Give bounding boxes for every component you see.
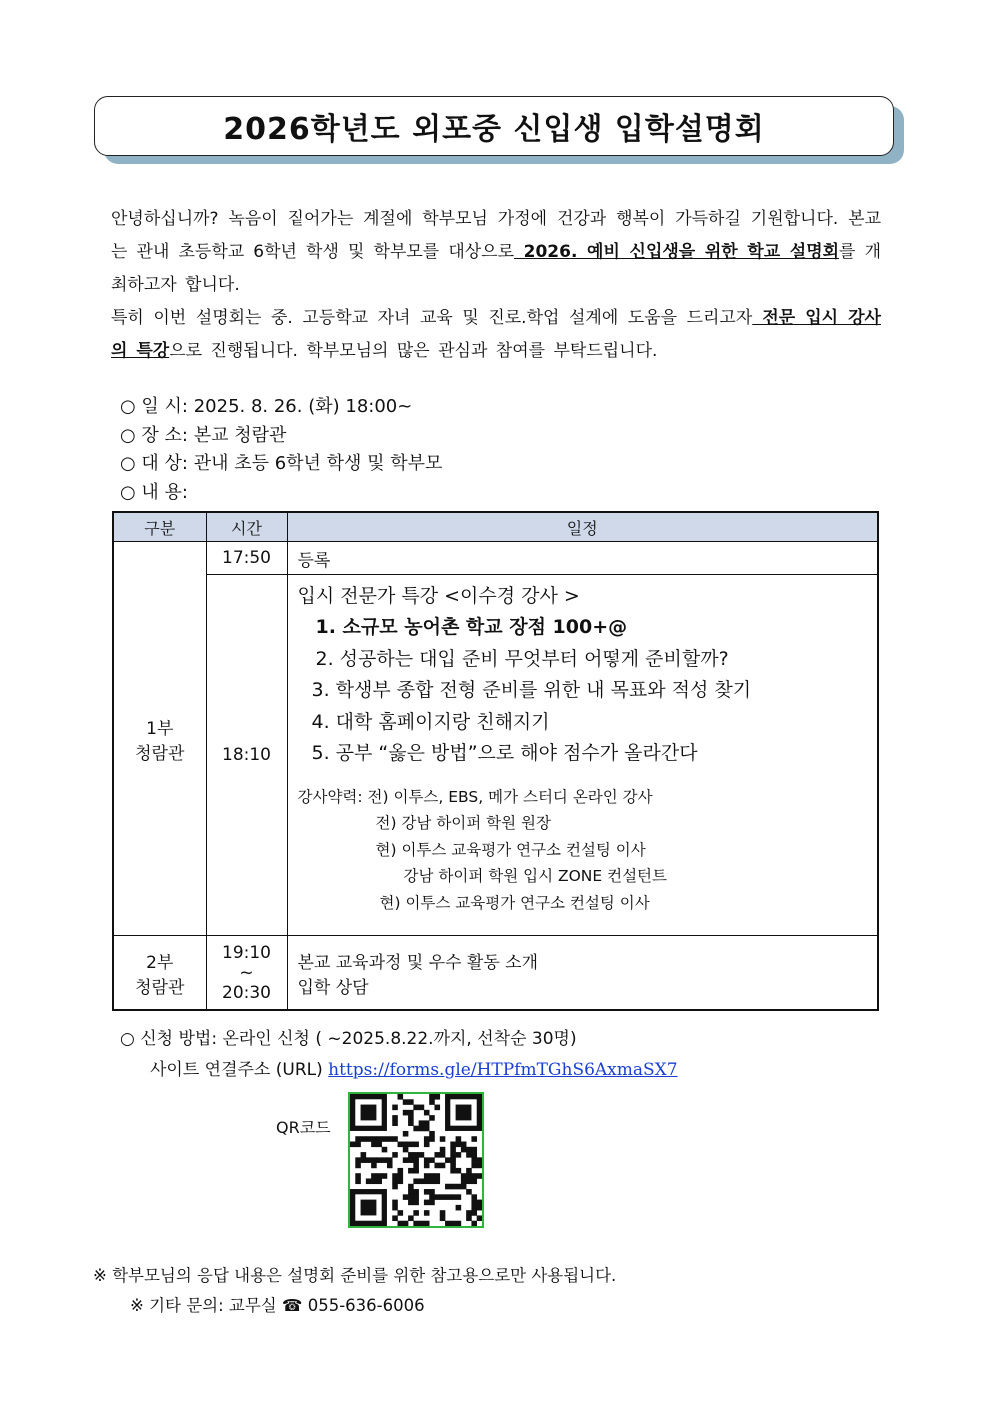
part2-time-sep: ~ [239, 962, 254, 983]
part2-time-end: 20:30 [222, 982, 271, 1003]
lecture-item: 5. 공부 “옳은 방법”으로 해야 점수가 올라간다 [311, 742, 698, 764]
intro-paragraph-2 [111, 302, 881, 368]
lecture-item: 4. 대학 홈페이지랑 친해지기 [311, 710, 550, 733]
lecture-item: 1. 소규모 농어촌 학교 장점 100+@ [315, 616, 628, 638]
apply-url-link[interactable]: https://forms.gle/HTPfmTGhS6AxmaSX7 [328, 1060, 678, 1080]
career-line: 현) 이투스 교육평가 연구소 컨설팅 이사 [375, 840, 646, 859]
header-division: 구분 [113, 512, 206, 542]
note-contact: ※ 기타 문의: 교무실 ☎ 055-636-6006 [130, 1296, 425, 1315]
lecture-item: 3. 학생부 종합 전형 준비를 위한 내 목표와 적성 찾기 [311, 679, 752, 701]
qr-code-icon [350, 1094, 482, 1226]
event-info [120, 393, 442, 507]
apply-method: ○ 신청 방법: 온라인 신청 ( ~2025.8.22.까지, 선착순 30명) [120, 1029, 577, 1049]
table-row [113, 542, 878, 575]
note-usage: ※ 학부모님의 응답 내용은 설명회 준비를 위한 참고용으로만 사용됩니다. [93, 1266, 617, 1285]
part2-desc [287, 936, 878, 1011]
career-line: 현) 이투스 교육평가 연구소 컨설팅 이사 [379, 893, 650, 912]
part2-cell [113, 936, 206, 1011]
apply-url-label: 사이트 연결주소 (URL) [150, 1060, 329, 1080]
part2-line1: 본교 교육과정 및 우수 활동 소개 [297, 952, 539, 973]
lecture-title: 입시 전문가 특강 <이수경 강사 > [297, 585, 580, 607]
apply-info [120, 1024, 678, 1086]
row1-desc: 등록 [287, 542, 878, 575]
qr-label: QR코드 [276, 1118, 331, 1137]
career-line: 전) 강남 하이퍼 학원 원장 [375, 814, 551, 832]
intro-paragraph-1 [111, 203, 881, 302]
qr-code[interactable] [348, 1092, 484, 1228]
info-place: ○ 장 소: 본교 청람관 [120, 424, 287, 446]
lecture-item: 2. 성공하는 대입 준비 무엇부터 어떻게 준비할까? [315, 647, 729, 670]
info-target: ○ 대 상: 관내 초등 6학년 학생 및 학부모 [120, 453, 443, 474]
part1-venue: 청람관 [135, 743, 185, 764]
schedule-table [112, 511, 879, 1011]
table-header-row [113, 512, 878, 542]
row2-time: 18:10 [206, 575, 287, 936]
career-line: 강사약력: 전) 이투스, EBS, 메가 스터디 온라인 강사 [297, 787, 653, 806]
intro-p1-highlight: 2026. 예비 신입생을 위한 학교 설명회 [514, 242, 840, 262]
part1-name: 1부 [146, 718, 174, 739]
part2-time [206, 936, 287, 1011]
row1-time: 17:50 [206, 542, 287, 575]
info-content: ○ 내 용: [120, 481, 188, 503]
table-row [113, 575, 878, 936]
apply-url-line [120, 1055, 678, 1086]
part2-venue: 청람관 [135, 977, 185, 998]
lecturer-career [298, 784, 868, 917]
part1-cell [113, 542, 206, 936]
header-schedule: 일정 [287, 512, 878, 542]
intro-p1-text-end: 를 개최하고자 합니다. [111, 242, 882, 295]
info-date: ○ 일 시: 2025. 8. 26. (화) 18:00~ [120, 396, 413, 417]
table-row [113, 936, 878, 1011]
career-line: 강남 하이퍼 학원 입시 ZONE 컨설턴트 [403, 867, 667, 885]
part2-time-start: 19:10 [222, 942, 271, 963]
part2-name: 2부 [146, 952, 174, 973]
intro-p2-text: 특히 이번 설명회는 중. 고등학교 자녀 교육 및 진로.학업 설계에 도움을 드리고자 [111, 308, 753, 328]
page-title: 2026학년도 외포중 신입생 입학설명회 [94, 96, 894, 156]
intro-p1-text: 안녕하십니까? 녹음이 짙어가는 계절에 학부모님 가정에 건강과 행복이 가득하길 기원합니다. 본교는 관내 초등학교 6학년 학생 및 학부모를 대상으로 [111, 209, 881, 262]
header-time: 시간 [206, 512, 287, 542]
intro-p2-text-end: 으로 진행됩니다. 학부모님의 많은 관심과 참여를 부탁드립니다. [169, 341, 658, 361]
part2-line2: 입학 상담 [297, 977, 369, 998]
intro-text [111, 203, 881, 368]
intro-p2-highlight: 전문 입시 강사의 특강 [111, 308, 881, 361]
row2-detail [287, 575, 878, 936]
